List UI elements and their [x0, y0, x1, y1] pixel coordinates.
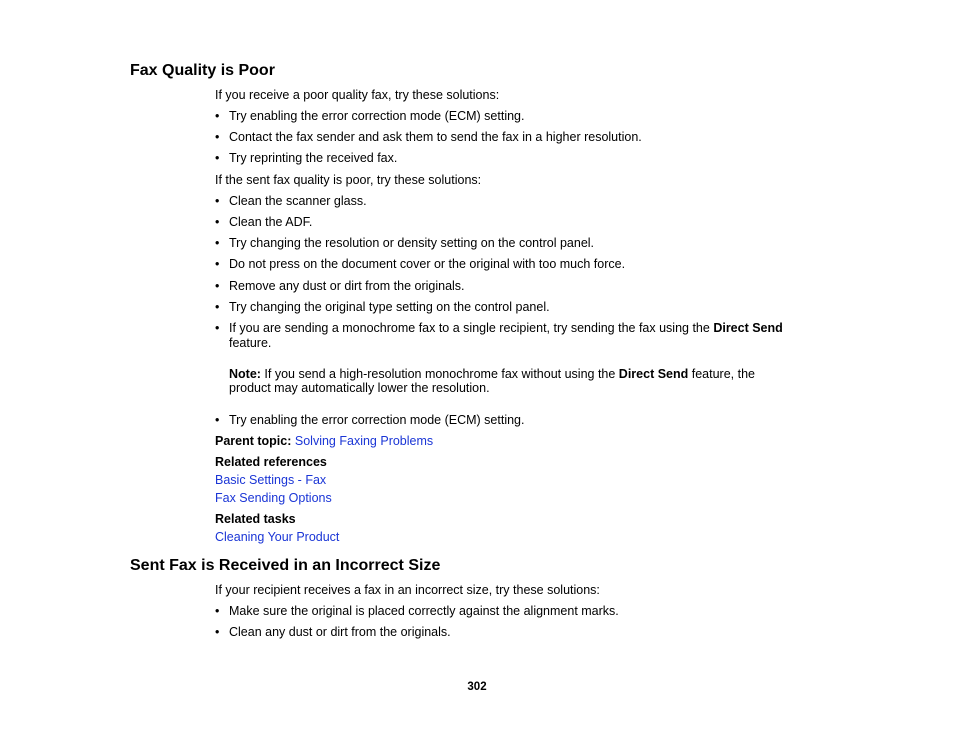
section-title-incorrect-size: Sent Fax is Received in an Incorrect Size — [130, 557, 441, 574]
note-line-1: Note: If you send a high-resolution monochrome fax without using the Direct Send feature, the — [229, 367, 755, 381]
note-label: Note: — [229, 367, 261, 381]
related-references-heading: Related references — [215, 455, 327, 469]
intro-incorrect-size: If your recipient receives a fax in an incorrect size, try these solutions: — [215, 583, 600, 597]
link-cleaning-your-product[interactable]: Cleaning Your Product — [215, 530, 340, 544]
direct-send-bold: Direct Send — [713, 321, 783, 335]
parent-topic — [215, 434, 433, 449]
note-line-2: product may automatically lower the resolution. — [229, 381, 490, 395]
parent-topic-label: Parent topic: — [215, 434, 292, 448]
link-fax-sending-options[interactable]: Fax Sending Options — [215, 491, 332, 505]
related-tasks-heading: Related tasks — [215, 512, 296, 526]
page-number: 302 — [467, 681, 487, 693]
intro-sent: If the sent fax quality is poor, try these solutions: — [215, 173, 482, 187]
link-basic-settings-fax[interactable]: Basic Settings - Fax — [215, 473, 327, 487]
direct-send-continued: feature. — [229, 336, 272, 350]
intro-received: If you receive a poor quality fax, try these solutions: — [215, 88, 500, 102]
parent-topic-link[interactable]: Solving Faxing Problems — [294, 434, 434, 448]
section-title-fax-quality: Fax Quality is Poor — [130, 62, 275, 79]
